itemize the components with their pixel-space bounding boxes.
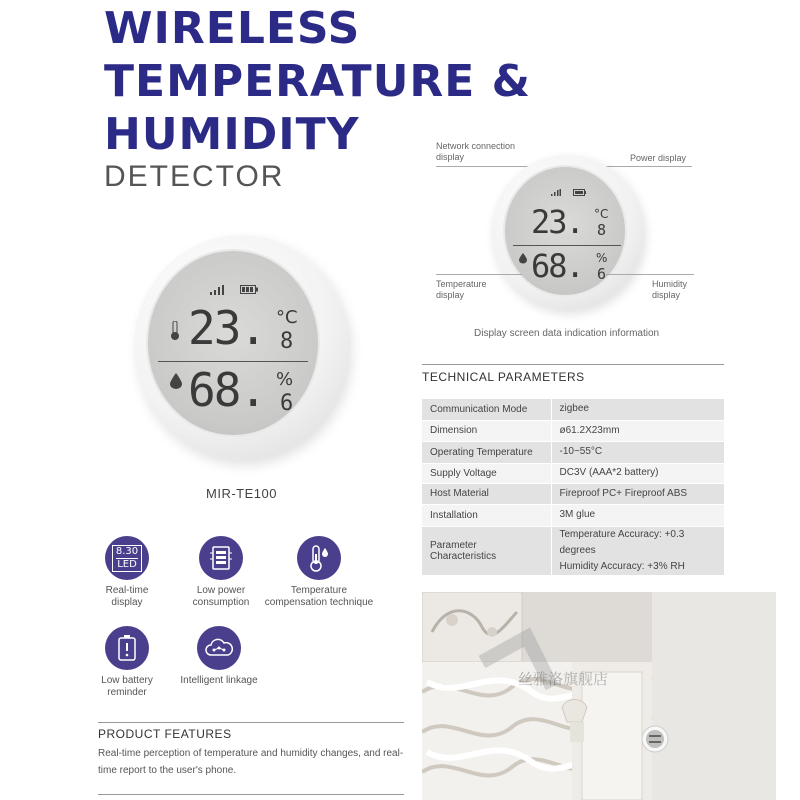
humidity-value: 68.	[188, 363, 266, 417]
subtitle: DETECTOR	[104, 160, 285, 193]
param-key: Supply Voltage	[422, 463, 551, 483]
param-key: Communication Mode	[422, 399, 551, 420]
product-features-text: Real-time perception of temperature and humidity changes, and real-time report to the user's phone.	[98, 748, 404, 776]
param-key: Installation	[422, 504, 551, 526]
callout-line-temperature	[436, 274, 522, 275]
diagram-humidity-decimal: 6	[597, 265, 605, 283]
feature-label: Intelligent linkage	[180, 675, 258, 686]
diagram-humidity-value: 68.	[531, 247, 583, 285]
led-badge-text: LED	[117, 558, 137, 570]
model-label: MIR-TE100	[206, 486, 277, 501]
temperature-unit: °C	[276, 307, 298, 328]
temperature-value: 23.	[188, 301, 266, 355]
thermometer-icon	[297, 536, 341, 580]
temperature-decimal: 8	[280, 329, 292, 354]
low-battery-icon	[105, 626, 149, 670]
feature-low-battery	[84, 626, 170, 699]
watermark: 丝雅洛旗舰店	[518, 670, 609, 688]
battery-chip-icon	[199, 536, 243, 580]
humidity-decimal: 6	[280, 391, 292, 416]
product-features-bottom-rule	[98, 794, 404, 795]
table-row	[422, 399, 724, 420]
title-line-2: TEMPERATURE &	[104, 56, 532, 107]
technical-rule	[422, 364, 724, 365]
diagram-temperature-value: 23.	[531, 203, 583, 241]
led-badge-time: 8.30	[115, 545, 139, 557]
battery-icon	[573, 189, 586, 196]
lcd-divider	[158, 361, 308, 362]
feature-label: Temperature compensation technique	[264, 585, 374, 608]
diagram-lcd	[503, 165, 627, 297]
table-row	[422, 463, 724, 483]
diagram-caption: Display screen data indication information	[474, 328, 660, 339]
table-row	[422, 526, 724, 575]
title-line-3: HUMIDITY	[104, 109, 360, 160]
hero-title	[104, 2, 534, 161]
diagram-temperature-decimal: 8	[597, 221, 605, 239]
table-row	[422, 483, 724, 504]
device-lcd	[146, 249, 320, 437]
feature-label: Low power consumption	[192, 585, 250, 608]
feature-temp-compensation	[264, 536, 374, 609]
cloud-network-icon	[197, 626, 241, 670]
signal-icon	[551, 189, 561, 196]
feature-label: Low battery reminder	[101, 675, 153, 698]
table-row	[422, 420, 724, 441]
callout-humidity: Humidity display	[652, 279, 688, 300]
param-value: -10~55°C	[551, 441, 724, 463]
param-key: Host Material	[422, 483, 551, 504]
callout-network: Network connection display	[436, 141, 516, 162]
device-product-image	[134, 235, 348, 459]
table-row	[422, 504, 724, 526]
droplet-icon	[519, 253, 527, 264]
diagram-temperature-unit: °C	[594, 207, 609, 221]
title-line-1: WIRELESS	[104, 3, 361, 54]
humidity-unit: %	[276, 369, 294, 390]
feature-low-power	[178, 536, 264, 609]
param-key: Dimension	[422, 420, 551, 441]
param-value: zigbee	[551, 399, 724, 420]
signal-icon	[210, 285, 224, 295]
thermometer-icon	[170, 321, 180, 341]
feature-intelligent-linkage	[174, 626, 264, 687]
technical-title: TECHNICAL PARAMETERS	[422, 370, 585, 384]
param-value: DC3V (AAA*2 battery)	[551, 463, 724, 483]
technical-parameters-table	[422, 399, 724, 576]
param-value: ø61.2X23mm	[551, 420, 724, 441]
lcd-divider	[513, 245, 621, 246]
param-value: 3M glue	[551, 504, 724, 526]
battery-icon	[240, 285, 258, 294]
callout-temperature: Temperature display	[436, 279, 487, 300]
product-features-title: PRODUCT FEATURES	[98, 727, 232, 741]
feature-label: Real-time display	[105, 585, 149, 608]
product-features-rule	[98, 722, 404, 723]
diagram-humidity-unit: %	[596, 251, 608, 265]
droplet-icon	[170, 373, 182, 389]
callout-line-humidity	[606, 274, 694, 275]
feature-realtime-display	[84, 536, 170, 609]
param-key: Operating Temperature	[422, 441, 551, 463]
table-row	[422, 441, 724, 463]
param-value: Temperature Accuracy: +0.3 degrees Humidity Accuracy: +3% RH	[551, 526, 724, 575]
callout-power: Power display	[630, 153, 687, 163]
led-display-icon	[105, 536, 149, 580]
photo-scene	[422, 592, 776, 800]
device-diagram-image	[491, 155, 643, 310]
param-value: Fireproof PC+ Fireproof ABS	[551, 483, 724, 504]
param-key: Parameter Characteristics	[422, 526, 551, 575]
lifestyle-photo	[422, 592, 776, 800]
